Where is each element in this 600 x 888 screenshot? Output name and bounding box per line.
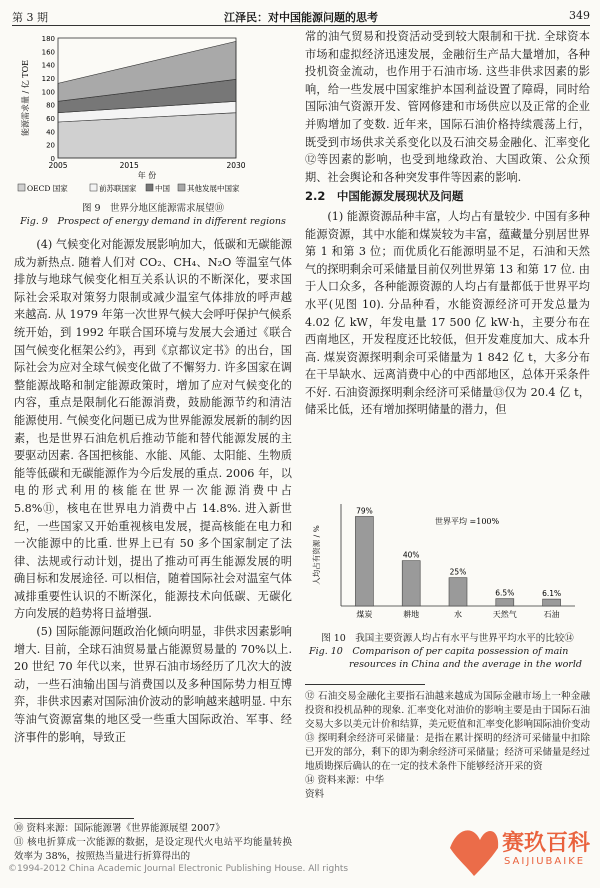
legend-label: OECD 国家 (27, 184, 68, 193)
legend-swatch (178, 184, 185, 191)
footnote-rule (14, 818, 134, 819)
bar-0 (355, 516, 373, 606)
running-title: 江泽民：对中国能源问题的思考 (224, 11, 378, 24)
y-tick-label: 40 (46, 128, 55, 137)
y-tick-label: 120 (41, 75, 55, 83)
y-tick-label: 0 (50, 155, 55, 163)
bar-1 (402, 561, 420, 606)
issue-number: 第 3 期 (12, 11, 48, 24)
bar-value-label: 40% (402, 550, 420, 560)
bar-3 (496, 599, 514, 606)
x-category-label: 耕地 (403, 610, 420, 619)
y-tick-label: 20 (46, 141, 55, 150)
x-category-label: 天然气 (492, 610, 517, 619)
figure-10-caption-en: Fig. 10 Comparison of per capita possession of main (309, 646, 569, 657)
legend-swatch (146, 184, 153, 191)
page-number: 349 (569, 9, 590, 22)
footnote-10: ⑩ 资料来源：国际能源署《世界能源展望 2007》 (14, 823, 225, 834)
footnote-rule (305, 684, 425, 685)
x-category-label: 水 (454, 610, 462, 619)
chart-annotation: 世界平均 =100% (435, 517, 500, 526)
bar-value-label: 6.1% (542, 589, 562, 599)
copyright-watermark: ©1994-2012 China Academic Journal Electronic Publishing House. All rights (8, 864, 349, 874)
x-tick-label: 2030 (226, 161, 246, 170)
figure-10-caption-cn: 图 10 我国主要资源人均占有水平与世界平均水平的比较⑭ (321, 633, 574, 644)
bar-2 (449, 578, 467, 606)
bar-value-label: 79% (356, 506, 373, 516)
footnote-12: ⑫ 石油交易金融化主要指石油越来越成为国际金融市场上一种金融投资和投机品种的现象. 汇率变化对油价的影响主要是由于国际石油交易大多以美元计价和结算，美元贬值和汇率变化影响国际油价变动 (305, 691, 591, 730)
section-heading: 2.2 中国能源发展现状及问题 (305, 189, 464, 204)
y-tick-label: 100 (41, 88, 55, 97)
y-axis-label: 能源需求量 / 亿 TOE (21, 59, 30, 137)
y-tick-label: 140 (41, 61, 55, 70)
figure-10 (305, 500, 590, 670)
figure-9 (14, 30, 292, 230)
paragraph: 常的油气贸易和投资活动受到较大限制和干扰. 全球资本市场和虚拟经济迅速发展，金融衍生产品大量增加，各种投机资金流动，也作用于石油市场. 这些非供求因素的影响，给一些发展中国家维护本国利益设置了障碍，同时给国际油气资源开发、管网修建和市场供应以及正常的企业并购增加了变数. 近年来，国际石油价格持续震荡上行，既受到市场供求关系变化以及石油交易金融化、汇率变化⑫等因素的影响，也受到地缘政治、大国政策、公众预期、社会舆论和各种突发事件等因素的影响. (305, 30, 590, 184)
page-header (12, 6, 590, 26)
bar-4 (543, 599, 561, 606)
x-tick-label: 2005 (48, 161, 68, 170)
x-category-label: 煤炭 (356, 610, 373, 619)
paragraph: (4) 气候变化对能源发展影响加大，低碳和无碳能源成为新热点. 随着人们对 CO₂、CH₄、N₂O 等温室气体排放与地球气候变化相互关系认识的不断深化，要求国际社会采取对策努力限制或减少温室气体排放的呼声越来越高. 从 1979 年第一次世界气候大会呼吁保护气候系统开始，到 1992 年联合国环境与发展大会通过《联合国气候变化框架公约》，再到《京都议定书》的出台，国际社会为应对全球气候变化做了不懈努力. 许多国家在调整能源战略和制定能源政策时，增加了应对气候变化的内容，重点是限制化石能源消费，鼓励能源节约和清洁能源使用. 气候变化问题已成为世界能源发展新的制约因素，也是世界石油危机后推动节能和替代能源发展的主要驱动因素. 各国把核能、水能、风能、太阳能、生物质能等低碳和无碳能源作为今后发展的重点. 2006 年，以电的形式利用的核能在世界一次能源消费中占 5.8%⑪，核电在世界电力消费中占 14.8%. 进入新世纪，一些国家又开始重视核电发展，提高核能在电力和一次能源中的比重. 世界上已有 50 多个国家制定了法律、法规或行动计划，提出了推动可再生能源发展的明确目标和发展途径. 可以相信，随着国际社会对温室气体减排重要性认识的不断深化，能源技术向低碳、无碳化方向发展的趋势将日益增强. (14, 238, 292, 621)
y-axis-label: 人均占有资源 / % (312, 525, 321, 585)
left-column (14, 236, 292, 746)
paragraph: (1) 能源资源品种丰富，人均占有量较少. 中国有多种能源资源，其中水能和煤炭较为丰富，蕴藏量分别居世界第 1 和第 3 位；而优质化石能源明显不足，石油和天然气的探明剩余可采储量目前仅列世界第 13 和第 17 位. 由于人口众多，各种能源资源的人均占有量都低于世界平均水平(见图 10). 分品种看，水能资源经济可开发总量为 4.02 亿 kW，年发电量 17 500 亿 kW·h，主要分布在西南地区，开发程度还比较低，但开发难度加大、成本升高. 煤炭资源探明剩余可采储量为 1 842 亿 t，大多分布在干旱缺水、远离消费中心的中西部地区，总体开采条件不好. 石油资源探明剩余经济可采储量⑬仅为 20.4 亿 t，储采比低，还有增加探明储量的潜力，但 (305, 209, 590, 417)
paragraph: (5) 国际能源问题政治化倾向明显，非供求因素影响增大. 目前，全球石油贸易量占能源贸易量的 70%以上. 20 世纪 70 年代以来，世界石油市场经历了几次大的波动，一些石油输出国与消费国以及多种国际势力相互博弈，非供求因素对国际油价波动的影响越来越明显. 中东等油气资源富集的地区受一些重大国际政治、军事、经济事件的影响，导致正 (14, 625, 292, 744)
figure-9-caption-cn: 图 9 世界分地区能源需求展望⑩ (81, 203, 225, 214)
site-logo (440, 818, 590, 878)
footnotes-right (305, 690, 590, 802)
footnote-11: ⑪ 核电折算成一次能源的数据，是设定现代火电站平均能量转换效率为 38%，按照热当量进行折算得出的 (14, 837, 292, 862)
legend-label: 中国 (155, 184, 170, 193)
bar-value-label: 25% (449, 567, 467, 577)
footnote-14-cont: 资料 (305, 789, 325, 800)
y-tick-label: 160 (41, 48, 55, 57)
figure-9-chart (14, 30, 292, 198)
y-tick-label: 180 (41, 35, 55, 43)
y-tick-label: 80 (46, 101, 55, 110)
right-column (305, 28, 590, 419)
footnotes-left (14, 822, 292, 864)
bar-value-label: 6.5% (495, 588, 515, 598)
footnote-14: ⑭ 资料来源：中华 (305, 775, 385, 786)
legend-swatch (90, 184, 97, 191)
footnote-13: ⑬ 探明剩余经济可采储量：是指在累计探明的经济可采储量中扣除已开发的部分，剩下的即为剩余经济可采储量；经济可采储量是经过地质勘探后确认的在一定的技术条件下能够经济开采的资 (305, 733, 591, 772)
legend-label: 前苏联国家 (99, 184, 137, 193)
legend-swatch (18, 184, 25, 191)
x-axis-label: 年 份 (137, 171, 157, 180)
x-tick-label: 2015 (119, 161, 139, 170)
figure-9-caption-en: Fig. 9 Prospect of energy demand in different regions (20, 216, 286, 227)
logo-text: 赛玖百科 (502, 831, 591, 856)
figure-10-caption-en-2: resources in China and the average in the world (349, 659, 582, 670)
legend-label: 其他发展中国家 (187, 184, 240, 193)
x-category-label: 石油 (543, 610, 560, 619)
logo-subtext: SAIJIUBAIKE (504, 856, 586, 867)
figure-10-chart (305, 500, 590, 628)
y-tick-label: 60 (46, 115, 55, 123)
